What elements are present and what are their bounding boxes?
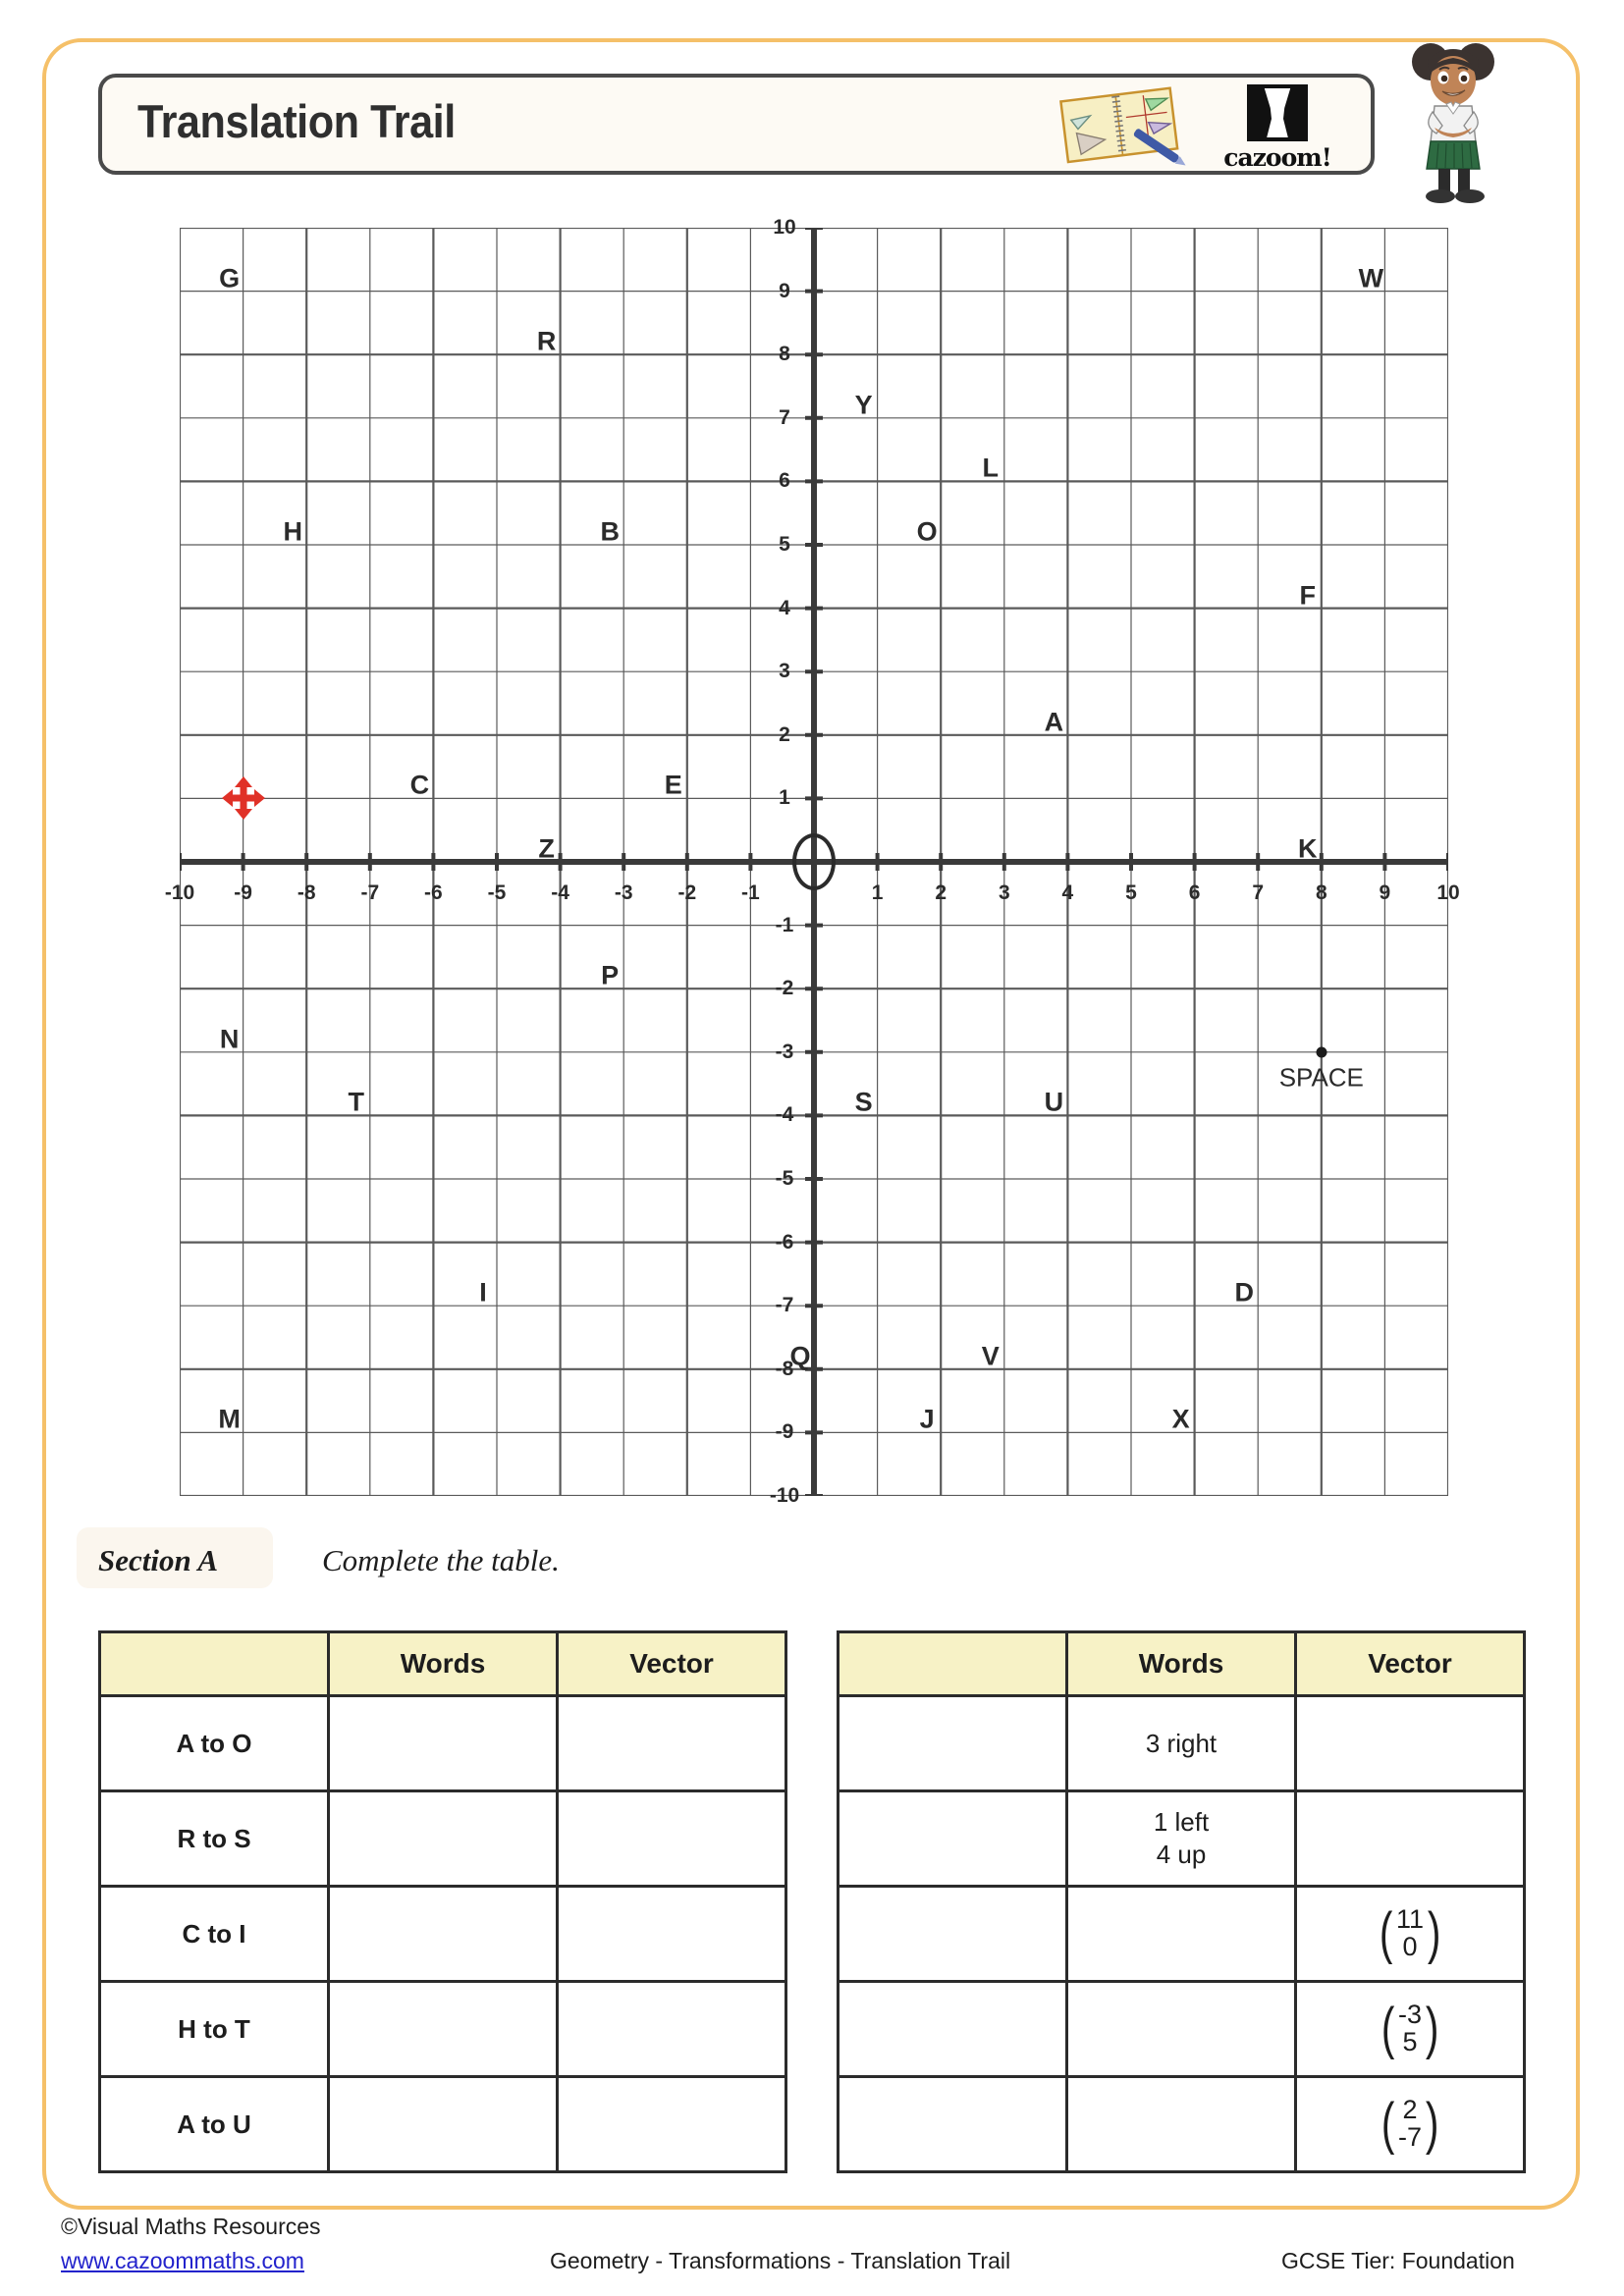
table-body bbox=[100, 1696, 786, 2172]
x-axis-tick-label: 10 bbox=[1436, 881, 1460, 904]
x-axis-tick-label: -10 bbox=[164, 881, 195, 904]
row-words-cell[interactable] bbox=[329, 2077, 558, 2172]
row-words-cell[interactable] bbox=[329, 1887, 558, 1982]
y-axis-tick-label: -2 bbox=[775, 977, 794, 1000]
grid-point-label: L bbox=[982, 453, 1000, 483]
row-vector-cell[interactable] bbox=[1296, 1887, 1525, 1982]
x-axis-tick-label: 1 bbox=[871, 881, 884, 904]
table-header-pair bbox=[839, 1632, 1067, 1696]
section-instruction: Complete the table. bbox=[322, 1543, 560, 1577]
row-pair-label bbox=[839, 2077, 1067, 2172]
x-axis-tick-label: -7 bbox=[360, 881, 380, 904]
grid-point-label: E bbox=[664, 770, 682, 800]
x-axis-tick-label: 8 bbox=[1315, 881, 1327, 904]
grid-point-label: R bbox=[536, 326, 557, 356]
grid-point-label: X bbox=[1171, 1404, 1190, 1434]
schoolgirl-mascot-icon bbox=[1399, 29, 1507, 206]
y-axis-tick-label: 4 bbox=[779, 596, 790, 619]
x-axis-tick-label: 9 bbox=[1379, 881, 1391, 904]
row-words-cell[interactable] bbox=[329, 1982, 558, 2077]
vector-values bbox=[1397, 2097, 1423, 2151]
table-row bbox=[839, 2077, 1525, 2172]
row-vector-cell[interactable] bbox=[558, 1982, 786, 2077]
table-header-vector: Vector bbox=[558, 1632, 786, 1696]
y-axis-tick-label: -9 bbox=[775, 1420, 794, 1444]
x-axis-tick-label: -4 bbox=[551, 881, 569, 904]
y-axis-tick-label: 6 bbox=[779, 469, 790, 493]
x-axis-tick-label: -1 bbox=[741, 881, 760, 904]
row-vector-cell[interactable] bbox=[558, 1696, 786, 1791]
y-axis-tick-label: 8 bbox=[779, 343, 790, 366]
row-pair-label: R to S bbox=[100, 1791, 329, 1887]
row-words-cell[interactable] bbox=[329, 1791, 558, 1887]
row-pair-label bbox=[839, 1887, 1067, 1982]
y-axis-tick-label: 9 bbox=[779, 279, 790, 302]
y-axis-tick-label: -7 bbox=[775, 1294, 794, 1317]
origin-ellipse bbox=[792, 833, 836, 890]
y-axis-tick-label: -8 bbox=[775, 1357, 794, 1380]
row-pair-label bbox=[839, 1791, 1067, 1887]
grid-point-label: Z bbox=[538, 833, 555, 864]
grid-point-label: Y bbox=[854, 390, 873, 420]
table-row bbox=[839, 1887, 1525, 1982]
column-vector bbox=[1379, 2092, 1442, 2157]
grid-point-label: U bbox=[1044, 1087, 1064, 1117]
row-vector-cell[interactable] bbox=[558, 1791, 786, 1887]
coordinate-grid bbox=[164, 216, 1460, 1507]
table-row bbox=[100, 1791, 786, 1887]
y-axis-tick-label: 10 bbox=[773, 216, 796, 239]
vector-bottom: 0 bbox=[1402, 1932, 1418, 1961]
y-axis-tick-label: -4 bbox=[775, 1103, 794, 1127]
grid-point-label: M bbox=[218, 1404, 241, 1434]
grid-point-label: A bbox=[1044, 707, 1064, 737]
x-axis-tick-label: 5 bbox=[1125, 881, 1137, 904]
grid-point-label: H bbox=[283, 516, 302, 547]
column-vector bbox=[1377, 1901, 1444, 1966]
y-axis-tick-label: 2 bbox=[779, 722, 790, 746]
y-axis-tick-label: 7 bbox=[779, 405, 790, 429]
row-words-cell[interactable] bbox=[1067, 1887, 1296, 1982]
table-row bbox=[839, 1791, 1525, 1887]
grid-point-label: J bbox=[919, 1404, 935, 1434]
grid-point-label: Q bbox=[789, 1341, 811, 1371]
vector-paren-left: ( bbox=[1380, 2092, 1395, 2157]
table-body bbox=[839, 1696, 1525, 2172]
table-row bbox=[100, 1887, 786, 1982]
row-pair-label bbox=[839, 1982, 1067, 2077]
table-row bbox=[839, 1696, 1525, 1791]
vector-values bbox=[1397, 2002, 1423, 2056]
translation-table-left bbox=[98, 1630, 787, 2173]
row-vector-cell[interactable] bbox=[1296, 1696, 1525, 1791]
vector-bottom: -7 bbox=[1397, 2122, 1422, 2152]
y-axis-tick-label: 3 bbox=[779, 660, 790, 683]
vector-paren-right: ) bbox=[1427, 1901, 1441, 1966]
row-words-cell[interactable]: 3 right bbox=[1067, 1696, 1296, 1791]
grid-point-label: C bbox=[409, 770, 430, 800]
y-axis-tick-label: -1 bbox=[775, 913, 794, 936]
grid-point-label: B bbox=[600, 516, 620, 547]
x-axis-tick-label: -3 bbox=[614, 881, 633, 904]
y-axis-tick-label: -3 bbox=[775, 1040, 794, 1063]
y-axis-tick-label: 5 bbox=[779, 533, 790, 556]
y-axis-tick-label: -10 bbox=[769, 1484, 800, 1507]
x-axis-tick-label: 2 bbox=[935, 881, 947, 904]
grid-point-label: V bbox=[981, 1341, 1000, 1371]
cazoom-wordmark: cazoom! bbox=[1223, 143, 1331, 172]
x-axis-tick-label: 6 bbox=[1188, 881, 1201, 904]
row-vector-cell[interactable] bbox=[1296, 1791, 1525, 1887]
row-words-cell[interactable] bbox=[1067, 1982, 1296, 2077]
grid-point-label: K bbox=[1298, 833, 1318, 864]
x-axis-tick-label: 7 bbox=[1252, 881, 1265, 904]
vector-values bbox=[1395, 1906, 1425, 1960]
vector-top: 11 bbox=[1395, 1904, 1425, 1935]
table-row bbox=[100, 2077, 786, 2172]
grid-point-label: I bbox=[479, 1277, 487, 1308]
x-axis-tick-label: -5 bbox=[487, 881, 507, 904]
y-axis-tick-label: -5 bbox=[775, 1167, 794, 1190]
row-vector-cell[interactable] bbox=[558, 1887, 786, 1982]
footer-topic: Geometry - Transformations - Translation Trail bbox=[550, 2248, 1011, 2273]
row-vector-cell[interactable] bbox=[1296, 2077, 1525, 2172]
grid-point-label: F bbox=[1299, 580, 1317, 611]
row-pair-label: C to I bbox=[100, 1887, 329, 1982]
grid-point-label: O bbox=[916, 516, 938, 547]
vector-top: 2 bbox=[1402, 2095, 1418, 2125]
x-axis-tick-label: 3 bbox=[998, 881, 1010, 904]
x-axis-tick-label: -8 bbox=[297, 881, 316, 904]
row-pair-label: H to T bbox=[100, 1982, 329, 2077]
row-words-cell[interactable] bbox=[1067, 1791, 1296, 1887]
cazoom-logo bbox=[1223, 84, 1331, 171]
column-vector bbox=[1379, 1997, 1442, 2061]
vector-paren-right: ) bbox=[1425, 1997, 1439, 2061]
y-axis-tick-label: -6 bbox=[775, 1230, 794, 1254]
section-label: Section A bbox=[98, 1543, 219, 1577]
row-pair-label bbox=[839, 1696, 1067, 1791]
row-pair-label: A to O bbox=[100, 1696, 329, 1791]
table-header-words: Words bbox=[329, 1632, 558, 1696]
vector-paren-right: ) bbox=[1425, 2092, 1439, 2157]
vector-top: -3 bbox=[1397, 2000, 1422, 2030]
vector-paren-left: ( bbox=[1380, 1997, 1395, 2061]
footer-website-link[interactable]: www.cazoommaths.com bbox=[61, 2248, 304, 2273]
grid-point-label: T bbox=[348, 1087, 365, 1117]
y-axis-tick-label: 1 bbox=[779, 786, 790, 810]
grid-point-label: G bbox=[219, 263, 241, 294]
grid-point-label: N bbox=[219, 1024, 240, 1054]
table-header-row bbox=[100, 1632, 786, 1696]
table-header-row bbox=[839, 1632, 1525, 1696]
footer-tier: GCSE Tier: Foundation bbox=[1281, 2248, 1515, 2273]
row-pair-label: A to U bbox=[100, 2077, 329, 2172]
vector-paren-left: ( bbox=[1379, 1901, 1393, 1966]
notebook-triangles-icon bbox=[1058, 86, 1186, 167]
row-vector-cell[interactable] bbox=[558, 2077, 786, 2172]
table-row bbox=[100, 1696, 786, 1791]
grid-point-label: S bbox=[854, 1087, 873, 1117]
row-words-cell[interactable] bbox=[1067, 2077, 1296, 2172]
table-row bbox=[839, 1982, 1525, 2077]
row-words-cell[interactable] bbox=[329, 1696, 558, 1791]
table-header-words: Words bbox=[1067, 1632, 1296, 1696]
table-header-vector: Vector bbox=[1296, 1632, 1525, 1696]
page-title: Translation Trail bbox=[137, 95, 456, 147]
table-header-pair bbox=[100, 1632, 329, 1696]
table-row bbox=[100, 1982, 786, 2077]
x-axis-tick-label: -2 bbox=[677, 881, 697, 904]
grid-point-label: W bbox=[1358, 263, 1384, 294]
translation-table-right bbox=[837, 1630, 1526, 2173]
grid-point-label: P bbox=[601, 960, 620, 990]
djembe-drum-icon bbox=[1247, 84, 1308, 141]
grid-point-label: D bbox=[1234, 1277, 1254, 1308]
row-vector-cell[interactable] bbox=[1296, 1982, 1525, 2077]
space-point-label: SPACE bbox=[1278, 1062, 1364, 1093]
footer-copyright: ©Visual Maths Resources bbox=[61, 2214, 321, 2239]
vector-bottom: 5 bbox=[1402, 2027, 1418, 2056]
x-axis-tick-label: -9 bbox=[234, 881, 252, 904]
x-axis-tick-label: -6 bbox=[424, 881, 443, 904]
x-axis-tick-label: 4 bbox=[1061, 881, 1074, 904]
move-arrows-icon bbox=[221, 775, 266, 821]
words-multiline: 1 left 4 up bbox=[1153, 1806, 1210, 1869]
space-point-dot bbox=[1316, 1046, 1326, 1057]
